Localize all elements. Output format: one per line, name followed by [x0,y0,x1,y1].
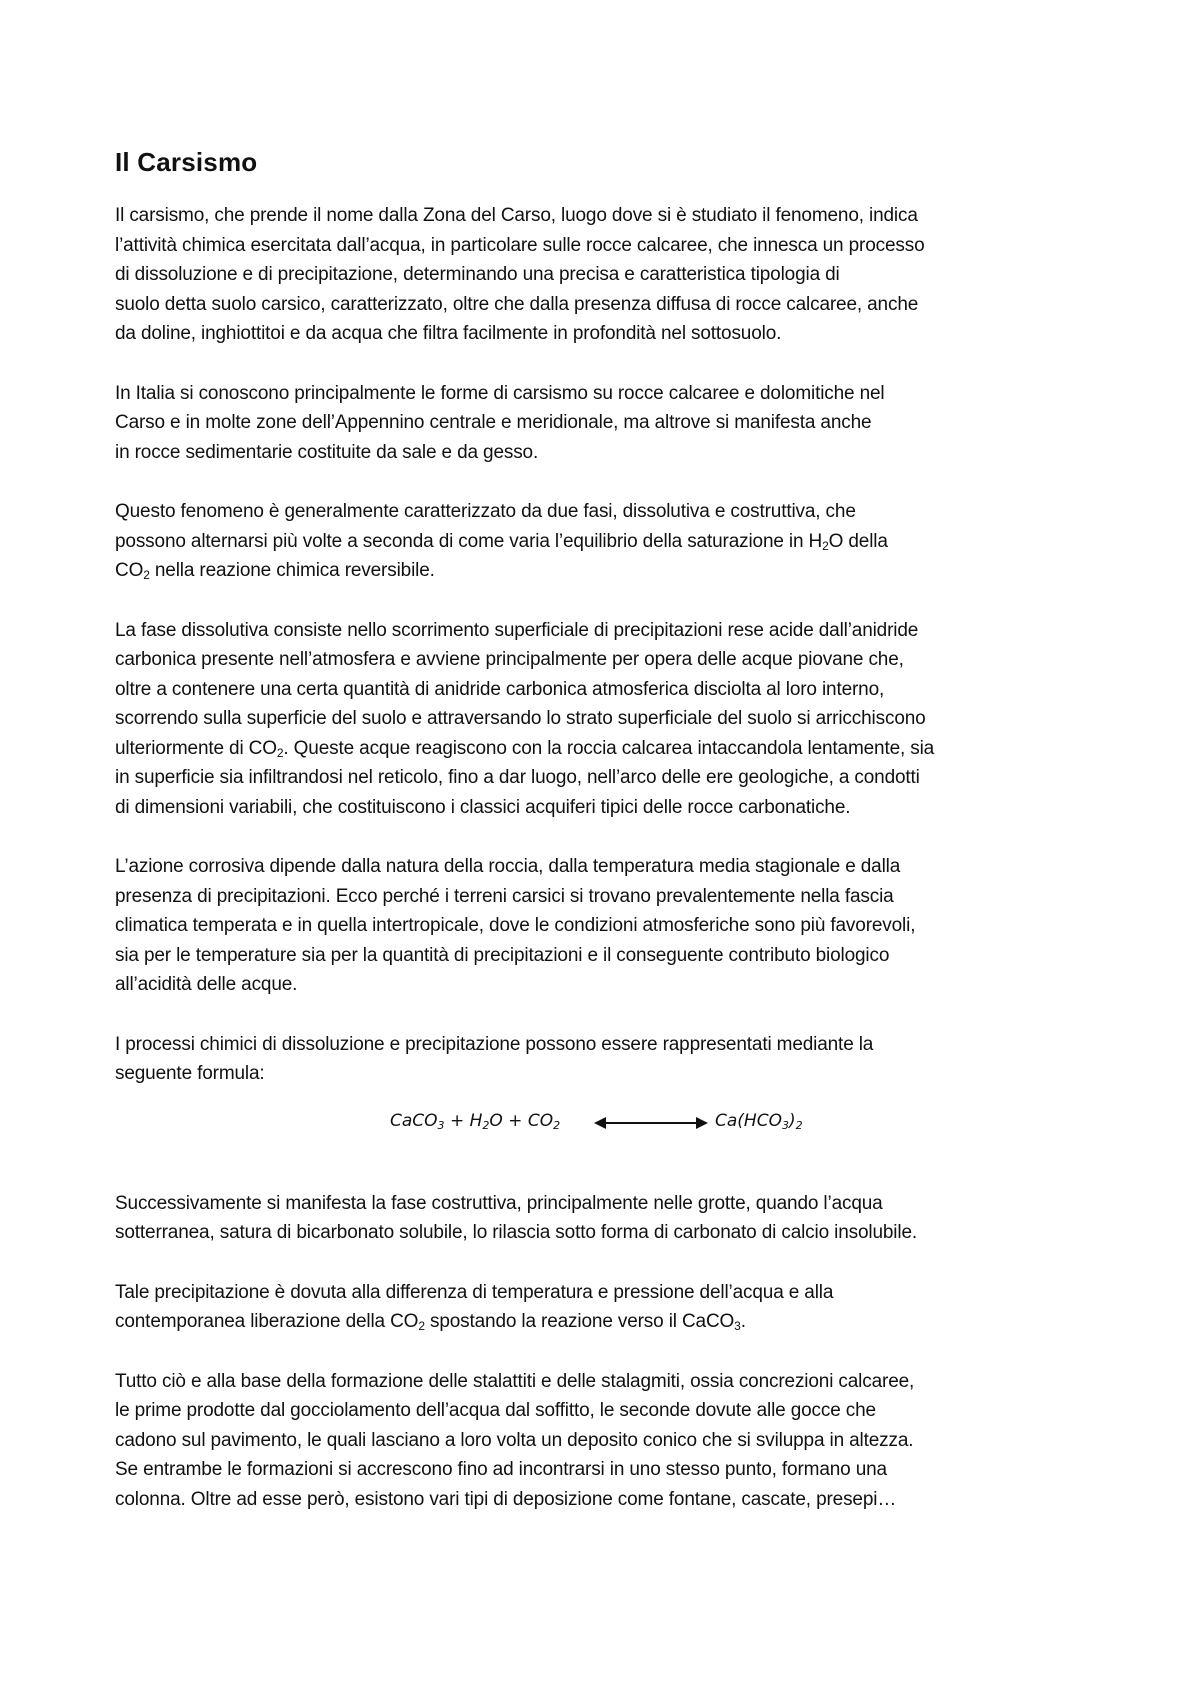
text-segment: nella reazione chimica reversibile. [154,560,435,581]
text-line: di dissoluzione e di precipitazione, determinando una precisa e caratteristica tipologia di [115,264,840,285]
text-line: Tutto ciò e alla base della formazione delle stalattiti e delle stalagmiti, ossia concrezioni calcaree, [115,1370,915,1392]
text-segment: spostando la reazione verso il CaCO [424,1311,735,1332]
text-line: cadono sul pavimento, le quali lasciano a loro volta un deposito conico che si sviluppa in altezza. [115,1429,914,1451]
document-title: Il Carsismo [115,147,258,177]
paragraph-dissolution [115,616,1115,823]
subscript: 2 [418,1319,425,1333]
text-line: sia per le temperature sia per la quantità di precipitazioni e il conseguente contributo biologico [115,944,890,966]
text-line: Carso e in molte zone dell’Appennino centrale e meridionale, ma altrove si manifesta anche [115,412,872,433]
paragraph-formula-intro [115,1030,1115,1089]
text-line: da doline, inghiottitoi e da acqua che filtra facilmente in profondità nel sottosuolo. [115,323,782,344]
formula-products [715,1111,803,1131]
subscript: 2 [482,1118,490,1132]
subscript: 3 [781,1118,789,1132]
document-body [115,145,1115,1544]
text-segment: CO [115,560,144,581]
text-line: climatica temperata e in quella intertropicale, dove le condizioni atmosferiche sono più favorevoli, [115,915,916,936]
text-line: presenza di precipitazioni. Ecco perché i terreni carsici si trovano prevalentemente nella fascia [115,885,894,907]
text-line: In Italia si conoscono principalmente le forme di carsismo su rocce calcaree e dolomitiche nel [115,382,885,404]
text-line: scorrendo sulla superficie del suolo e attraversando lo strato superficiale del suolo si arricchiscono [115,708,926,729]
text-line: suolo detta suolo carsico, caratterizzato, oltre che dalla presenza diffusa di rocce calcaree, anche [115,293,919,315]
text-line [115,556,1115,586]
subscript: 2 [553,1118,561,1132]
formula-text: CaCO [390,1110,438,1131]
text-segment: possono alternarsi più volte a seconda di come varia l’equilibrio della saturazione in H [115,530,823,552]
text-line [115,1307,1115,1337]
subscript: 3 [734,1319,741,1333]
subscript: 2 [143,568,150,582]
text-line: seguente formula: [115,1063,265,1084]
paragraph-precipitation [115,1278,1115,1337]
chemical-formula [115,1105,1115,1145]
subscript: 2 [276,745,284,760]
text-line [115,734,1115,764]
text-line: Questo fenomeno è generalmente caratterizzato da due fasi, dissolutiva e costruttiva, che [115,501,856,522]
text-segment: . Queste acque reagiscono con la roccia calcarea intaccandola lentamente, sia [283,737,935,759]
formula-text: + H [444,1110,483,1131]
text-line: I processi chimici di dissoluzione e precipitazione possono essere rappresentati mediante la [115,1033,874,1055]
text-line: all’acidità delle acque. [115,974,298,995]
paragraph-phases [115,497,1115,586]
text-line: in rocce sedimentarie costituite da sale e da gesso. [115,441,539,463]
text-line: carbonica presente nell’atmosfera e avviene principalmente per opera delle acque piovane che, [115,649,904,670]
subscript: 3 [437,1118,445,1132]
subscript: 2 [795,1118,803,1132]
formula-text: Ca(HCO [715,1110,782,1131]
text-line: di dimensioni variabili, che costituiscono i classici acquiferi tipici delle rocce carbonatiche. [115,796,851,818]
text-line: in superficie sia infiltrandosi nel reticolo, fino a dar luogo, nell’arco delle ere geologiche, a condotti [115,767,920,788]
text-line: Successivamente si manifesta la fase costruttiva, principalmente nelle grotte, quando l’acqua [115,1192,883,1214]
text-line: le prime prodotte dal gocciolamento dell’acqua dal soffitto, le seconde dovute alle gocce che [115,1400,876,1421]
text-segment: contemporanea liberazione della CO [115,1311,419,1332]
paragraph-corrosion [115,852,1115,1000]
text-segment: ulteriormente di CO [115,737,277,759]
text-line: colonna. Oltre ad esse però, esistono vari tipi di deposizione come fontane, cascate, presepi… [115,1488,897,1510]
text-line: La fase dissolutiva consiste nello scorrimento superficiale di precipitazioni rese acide dall’anidride [115,619,919,641]
formula-text: ) [788,1110,796,1131]
text-line: sotterranea, satura di bicarbonato solubile, lo rilascia sotto forma di carbonato di calcio insolubile. [115,1222,917,1243]
paragraph-italy [115,379,1115,468]
formula-text: O + CO [489,1110,554,1131]
text-line: Il carsismo, che prende il nome dalla Zona del Carso, luogo dove si è studiato il fenomeno, indica [115,205,918,226]
text-line [115,527,1115,557]
text-line: Se entrambe le formazioni si accrescono fino ad incontrarsi in uno stesso punto, formano una [115,1459,887,1480]
text-segment: . [740,1311,746,1332]
formula-reactants [390,1111,560,1131]
text-line: L’azione corrosiva dipende dalla natura della roccia, dalla temperatura media stagionale e dalla [115,856,901,877]
text-segment: O della [828,530,888,552]
paragraph-definition [115,201,1115,349]
paragraph-construction [115,1189,1115,1248]
text-line: Tale precipitazione è dovuta alla differenza di temperatura e pressione dell’acqua e alla [115,1281,834,1303]
text-line: l’attività chimica esercitata dall’acqua, in particolare sulle rocce calcaree, che innesca un processo [115,234,925,256]
paragraph-stalactites [115,1367,1115,1515]
text-line: oltre a contenere una certa quantità di anidride carbonica atmosferica disciolta al loro interno, [115,678,885,700]
double-arrow-icon [594,1113,708,1133]
subscript: 2 [822,538,829,553]
